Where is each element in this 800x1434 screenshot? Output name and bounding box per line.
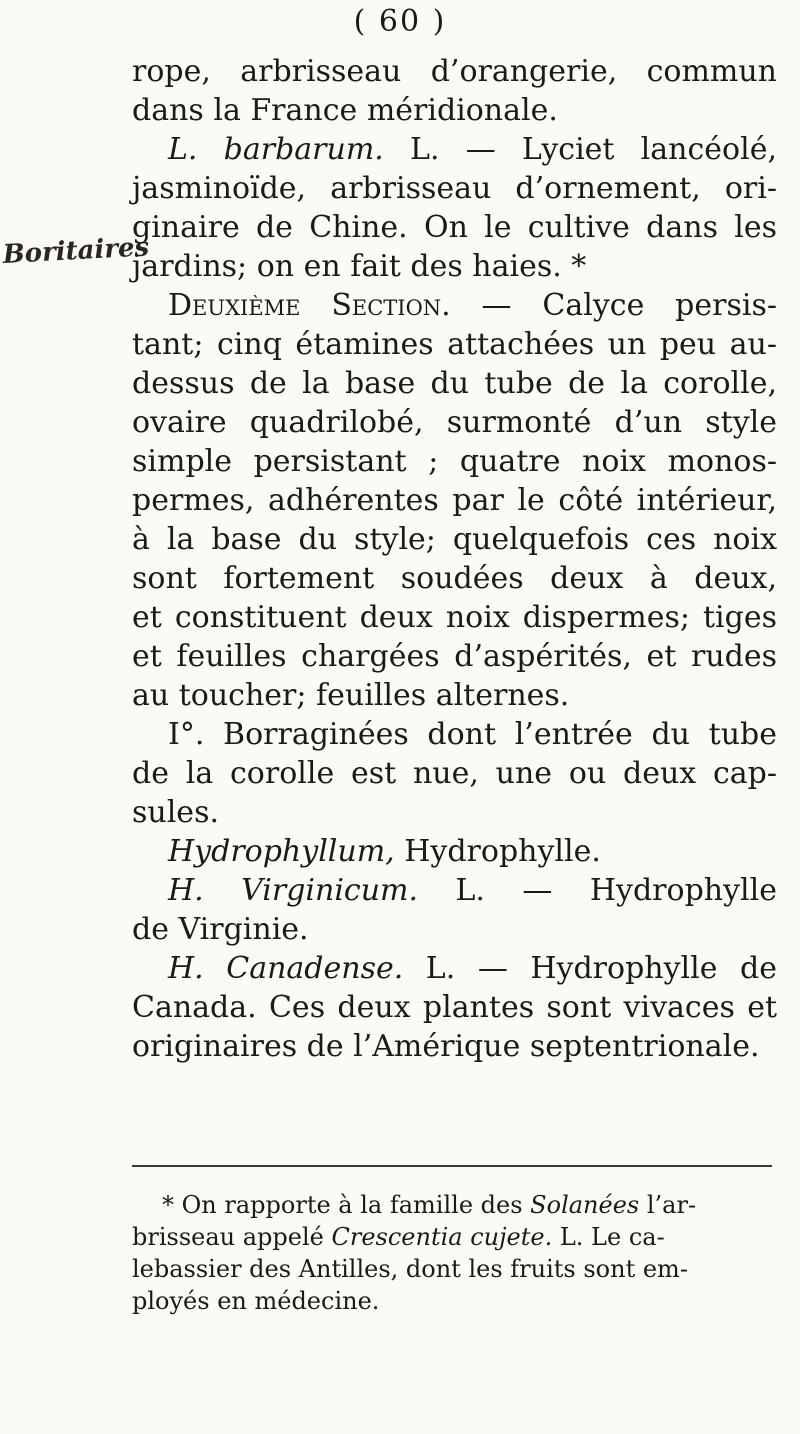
text-line: jasminoïde, arbrisseau d’ornement, ori- [132,171,777,206]
species-name: L. barbarum. [168,132,384,167]
page-number: ( 60 ) [353,4,447,39]
species-name: H. Virginicum. [168,873,419,908]
text-line: rope, arbrisseau d’orangerie, commun [132,54,777,89]
text-line: ginaire de Chine. On le cultive dans les [132,210,777,245]
footnote-line [132,1189,772,1221]
text-line: dans la France méridionale. [132,93,558,128]
text-line: ovaire quadrilobé, surmonté d’un style [132,405,777,440]
genus-name: Hydrophyllum, [168,834,395,869]
text-line: permes, adhérentes par le côté intérieur, [132,483,777,518]
footnote-divider [132,1165,772,1167]
main-text [132,52,777,1066]
footnote-text: * On rapporte à la famille des [162,1191,531,1219]
text-line: Canada. Ces deux plantes sont vivaces et [132,990,777,1025]
footnote [132,1189,772,1317]
section-heading: Deuxième Section. [168,288,451,323]
text-line: tant; cinq étamines attachées un peu au- [132,327,777,362]
footnote-text: l’ar- [639,1191,697,1219]
text-line: à la base du style; quelquefois ces noix [132,522,777,557]
footnote-text: L. Le ca- [552,1223,665,1251]
margin-annotation: Boritaires [2,232,150,270]
species-desc: L. — Lyciet lancéolé, [383,132,777,167]
family-name: Solanées [530,1191,640,1219]
text-line [132,130,777,169]
text-line: sules. [132,795,219,830]
species-name: Crescentia cujete. [331,1223,553,1251]
text-line: et feuilles chargées d’aspérités, et rudes [132,639,777,674]
section-desc: — Calyce persis- [450,288,778,323]
genus-common: Hydrophylle. [394,834,601,869]
footnote-line: lebassier des Antilles, dont les fruits sont em- [132,1255,688,1283]
species-desc: L. — Hydrophylle [418,873,777,908]
text-line: de Virginie. [132,912,309,947]
text-line: au toucher; feuilles alternes. [132,678,570,713]
footnote-text: brisseau appelé [132,1223,332,1251]
text-line: dessus de la base du tube de la corolle, [132,366,777,401]
text-line: I°. Borraginées dont l’entrée du tube [168,717,777,752]
footnote-line: ployés en médecine. [132,1287,380,1315]
text-line [132,871,777,910]
text-line [132,832,777,871]
text-line [132,286,777,325]
text-line: de la corolle est nue, une ou deux cap- [132,756,777,791]
species-desc: L. — Hydrophylle de [403,951,777,986]
text-line: originaires de l’Amérique septentrionale. [132,1029,760,1064]
footnote-line [132,1221,772,1253]
text-line: jardins; on en fait des haies. * [132,249,587,284]
text-line: simple persistant ; quatre noix monos- [132,444,777,479]
text-line [132,949,777,988]
text-line: sont fortement soudées deux à deux, [132,561,777,596]
text-line: et constituent deux noix dispermes; tiges [132,600,777,635]
species-name: H. Canadense. [168,951,404,986]
